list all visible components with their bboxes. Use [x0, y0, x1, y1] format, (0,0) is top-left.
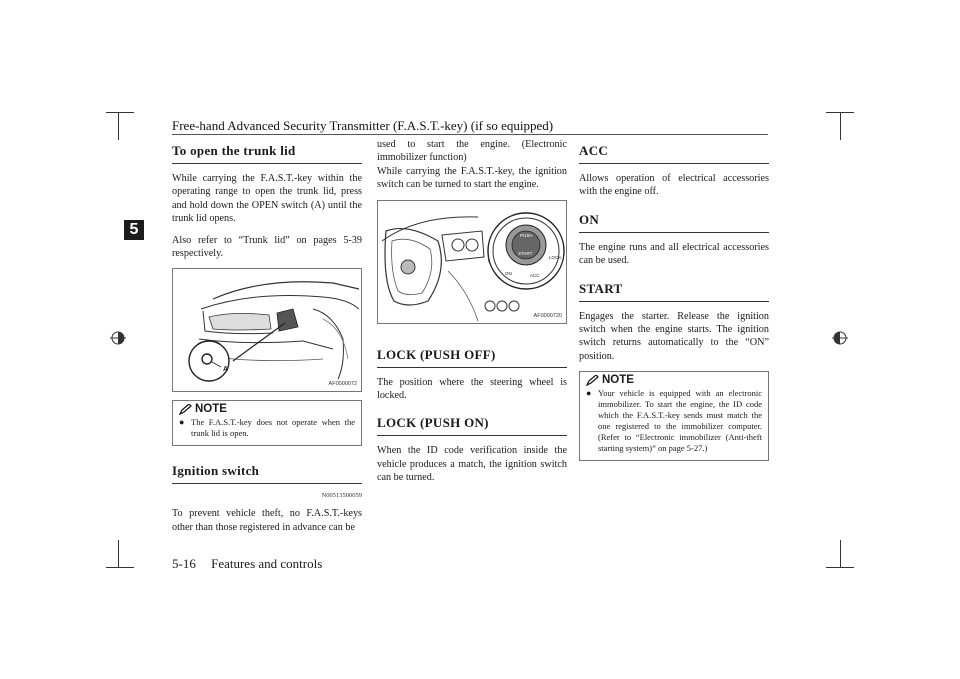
column-3	[579, 138, 769, 473]
note-pen-icon	[179, 404, 192, 415]
section-code: N00513500059	[321, 492, 362, 500]
ignition-para: To prevent vehicle theft, no F.A.S.T.-keys other than those registered in advance can be	[172, 508, 362, 533]
acc-para: Allows operation of electrical accessories with the engine off.	[579, 173, 769, 198]
open-trunk-para-1: While carrying the F.A.S.T.-key within the operating range to open the trunk lid, press and hold down the OPEN switch (A) until the trunk lid opens.	[172, 173, 362, 225]
lock-push-on-para: When the ID code verification inside the vehicle produces a match, the ignition switch can be turned.	[377, 445, 567, 484]
column-2	[377, 138, 567, 493]
ignition-switch-figure	[377, 200, 567, 324]
registration-mark-left	[110, 330, 126, 346]
start-para: Engages the starter. Release the ignition switch when the engine starts. The ignition switch returns automatically to the “ON” position.	[579, 310, 769, 362]
trunk-illustration	[173, 269, 362, 392]
heading-acc: ACC	[579, 138, 769, 164]
heading-ignition-switch: Ignition switch	[172, 458, 362, 484]
heading-start: START	[579, 276, 769, 302]
page-header-title: Free-hand Advanced Security Transmitter (F.A.S.T.-key) (if so equipped)	[172, 118, 554, 133]
on-para: The engine runs and all electrical accessories can be used.	[579, 241, 769, 267]
header-rule	[172, 134, 768, 135]
note-pen-icon	[586, 375, 599, 386]
crop-mark-top-left-h	[106, 112, 134, 113]
column-1	[172, 138, 362, 542]
trunk-lid-figure	[172, 268, 362, 392]
crop-mark-bottom-left-v	[118, 540, 119, 568]
lock-push-off-para: The position where the steering wheel is locked.	[377, 376, 567, 402]
note-title-text: NOTE	[195, 403, 227, 416]
push-label: PUSH	[520, 232, 533, 238]
crop-mark-bottom-right-v	[840, 540, 841, 568]
note-box-trunk	[172, 400, 362, 446]
start-label-inner: START	[518, 250, 533, 256]
callout-a-label: A	[223, 366, 229, 374]
heading-lock-push-on: LOCK (PUSH ON)	[377, 410, 567, 436]
figure-id: AF0000720	[533, 312, 562, 319]
note-title-text: NOTE	[602, 374, 634, 387]
immobilizer-para: used to start the engine. (Electronic immobilizer function)	[377, 139, 567, 164]
lock-label: LOCK	[549, 254, 562, 260]
note-item	[586, 388, 762, 454]
on-label: ON	[505, 270, 512, 276]
note-item-text: Your vehicle is equipped with an electronic immobilizer. To start the engine, the ID code which the F.A.S.T.-key sends must match the one registered to the immobilizer computer. (Refer to “Electronic immobilizer (Anti-theft starting system)” on page 5-27.)	[598, 388, 762, 454]
chapter-tab: 5	[124, 220, 144, 240]
note-item-text: The F.A.S.T.-key does not operate when the trunk lid is open.	[191, 417, 355, 439]
carrying-key-para: While carrying the F.A.S.T.-key, the ignition switch can be turned to start the engine.	[377, 165, 567, 191]
page-number: 5-16	[172, 556, 196, 571]
footer-section: Features and controls	[211, 556, 323, 571]
crop-mark-bottom-right-h	[826, 567, 854, 568]
bullet-icon: ●	[586, 388, 592, 399]
heading-open-trunk: To open the trunk lid	[172, 138, 362, 164]
crop-mark-bottom-left-h	[106, 567, 134, 568]
dashboard-illustration	[378, 201, 567, 324]
note-item	[179, 417, 355, 439]
bullet-icon: ●	[179, 417, 185, 428]
heading-on: ON	[579, 207, 769, 233]
heading-lock-push-off: LOCK (PUSH OFF)	[377, 342, 567, 368]
note-box-immobilizer	[579, 371, 769, 461]
registration-mark-right	[832, 330, 848, 346]
crop-mark-top-right-v	[840, 112, 841, 140]
crop-mark-top-left-v	[118, 112, 119, 140]
figure-id: AF0000072	[328, 381, 357, 388]
page-footer	[172, 556, 322, 572]
note-title	[179, 403, 355, 417]
crop-mark-top-right-h	[826, 112, 854, 113]
note-title	[586, 374, 762, 388]
open-trunk-para-2: Also refer to “Trunk lid” on pages 5-39 respectively.	[172, 234, 362, 260]
acc-label: ACC	[530, 272, 540, 278]
